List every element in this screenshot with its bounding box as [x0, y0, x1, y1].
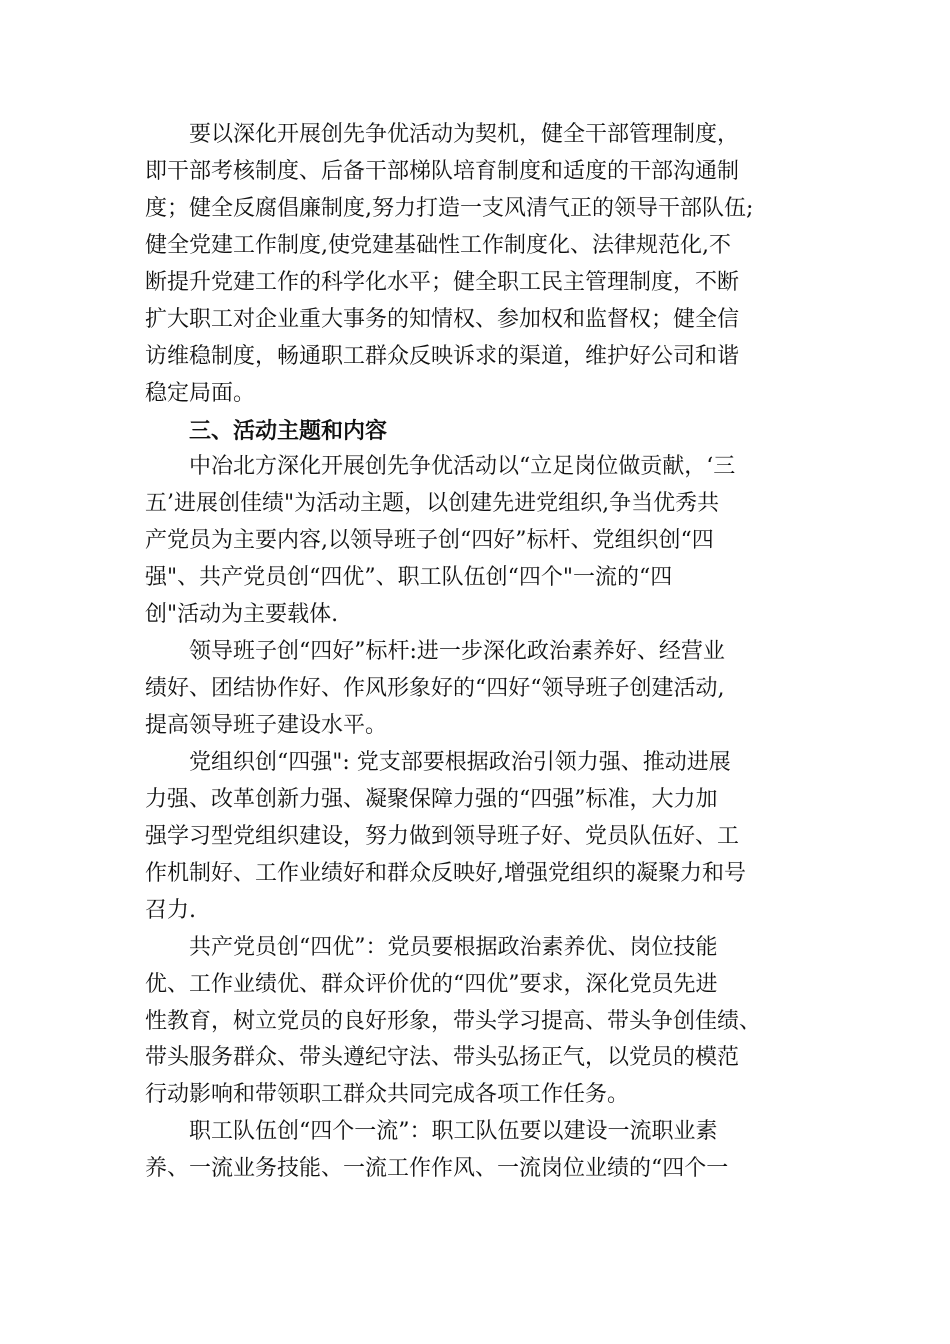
text-line: 稳定局面。	[145, 380, 256, 406]
text-line: 职工队伍创“四个一流”：职工队伍要以建设一流职业素	[189, 1119, 718, 1145]
text-line: 共产党员创“四优”：党员要根据政治素养优、岗位技能	[189, 934, 718, 960]
text-line: 扩大职工对企业重大事务的知情权、参加权和监督权；健全信	[145, 306, 740, 332]
text-line: 力强、改革创新力强、凝聚保障力强的“四强”标准，大力加	[145, 786, 718, 812]
text-line: 强学习型党组织建设，努力做到领导班子好、党员队伍好、工	[145, 823, 740, 849]
text-line: 绩好、团结协作好、作风形象好的“四好“领导班子创建活动,	[145, 676, 725, 702]
text-line: 访维稳制度，畅通职工群众反映诉求的渠道，维护好公司和谐	[145, 343, 740, 369]
body-text	[145, 117, 805, 1188]
text-line: 提高领导班子建设水平。	[145, 713, 388, 738]
text-line: 养、一流业务技能、一流工作作风、一流岗位业绩的“四个一	[145, 1156, 729, 1182]
text-line: 创"活动为主要载体.	[145, 602, 339, 628]
text-line: 召力.	[145, 897, 196, 923]
text-line: 作机制好、工作业绩好和群众反映好,增强党组织的凝聚力和号	[145, 860, 746, 886]
text-line: 行动影响和带领职工群众共同完成各项工作任务。	[145, 1082, 630, 1108]
text-line: 强"、共产党员创“四优”、职工队伍创“四个"一流的“四	[145, 565, 673, 591]
text-line: 健全党建工作制度,使党建基础性工作制度化、法律规范化,不	[145, 232, 731, 258]
text-line: 领导班子创“四好”标杆:进一步深化政治素养好、经营业	[189, 639, 725, 665]
text-line: 即干部考核制度、后备干部梯队培育制度和适度的干部沟通制	[145, 158, 740, 184]
text-line: 性教育，树立党员的良好形象，带头学习提高、带头争创佳绩、	[145, 1008, 762, 1034]
text-line: 中冶北方深化开展创先争优活动以“立足岗位做贡献，‘三	[189, 454, 736, 480]
section-heading: 三、活动主题和内容	[189, 417, 388, 444]
text-line: 要以深化开展创先争优活动为契机，健全干部管理制度，	[189, 122, 740, 147]
text-line: 断提升党建工作的科学化水平；健全职工民主管理制度，不断	[145, 269, 740, 295]
text-line: 带头服务群众、带头遵纪守法、带头弘扬正气，以党员的模范	[145, 1045, 740, 1071]
text-line: 五’进展创佳绩"为活动主题，以创建先进党组织,争当优秀共	[145, 491, 720, 517]
text-line: 党组织创“四强": 党支部要根据政治引领力强、推动进展	[189, 749, 731, 775]
text-line: 产党员为主要内容,以领导班子创“四好”标杆、党组织创“四	[145, 528, 714, 554]
text-line: 度；健全反腐倡廉制度,努力打造一支风清气正的领导干部队伍;	[145, 195, 754, 221]
text-line: 优、工作业绩优、群众评价优的“四优”要求，深化党员先进	[145, 971, 718, 997]
